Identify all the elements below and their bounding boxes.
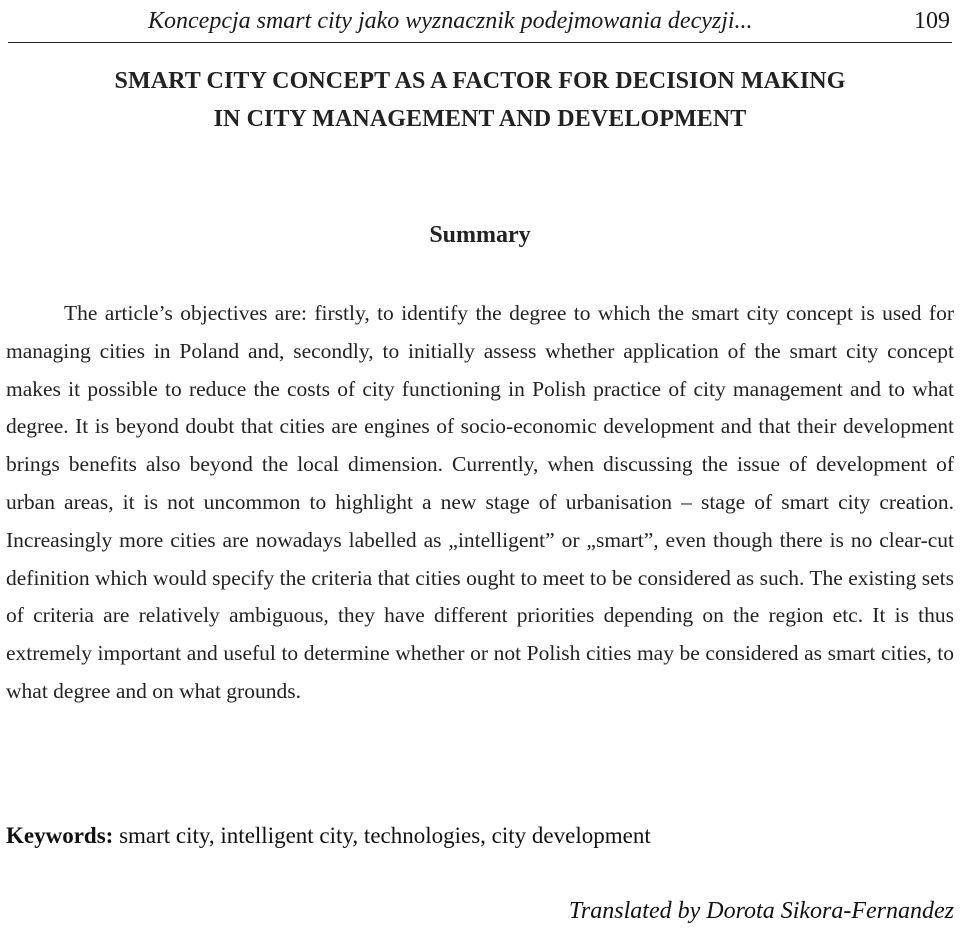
keywords-line: [6, 823, 954, 849]
translator-credit: Translated by Dorota Sikora-Fernandez: [568, 898, 954, 924]
article-title: [0, 62, 960, 138]
title-line-2: IN CITY MANAGEMENT AND DEVELOPMENT: [213, 106, 747, 132]
keywords-label: Keywords:: [6, 823, 114, 848]
keywords-text: smart city, intelligent city, technologies, city development: [119, 823, 651, 848]
summary-heading: Summary: [429, 222, 531, 248]
running-title: Koncepcja smart city jako wyznacznik podejmowania decyzji...: [148, 7, 753, 34]
title-line-1: SMART CITY CONCEPT AS A FACTOR FOR DECISION MAKING: [114, 68, 846, 94]
summary-paragraph: The article’s objectives are: firstly, to identify the degree to which the smart city concept is used for managing cities in Poland and, secondly, to initially assess whether application of the smart city concept makes it possible to reduce the costs of city functioning in Polish practice of city management and to what degree. It is beyond doubt that cities are engines of socio-economic development and that their development brings benefits also beyond the local dimension. Currently, when discussing the issue of development of urban areas, it is not uncommon to highlight a new stage of urbanisation – stage of smart city creation. Increasingly more cities are nowadays labelled as „intelligent” or „smart”, even though there is no clear-cut definition which would specify the criteria that cities ought to meet to be considered as such. The existing sets of criteria are relatively ambiguous, they have different priorities depending on the region etc. It is thus extremely important and useful to determine whether or not Polish cities may be considered as smart cities, to what degree and on what grounds.: [6, 301, 954, 703]
page-number: 109: [914, 7, 950, 34]
running-header: [8, 0, 952, 43]
